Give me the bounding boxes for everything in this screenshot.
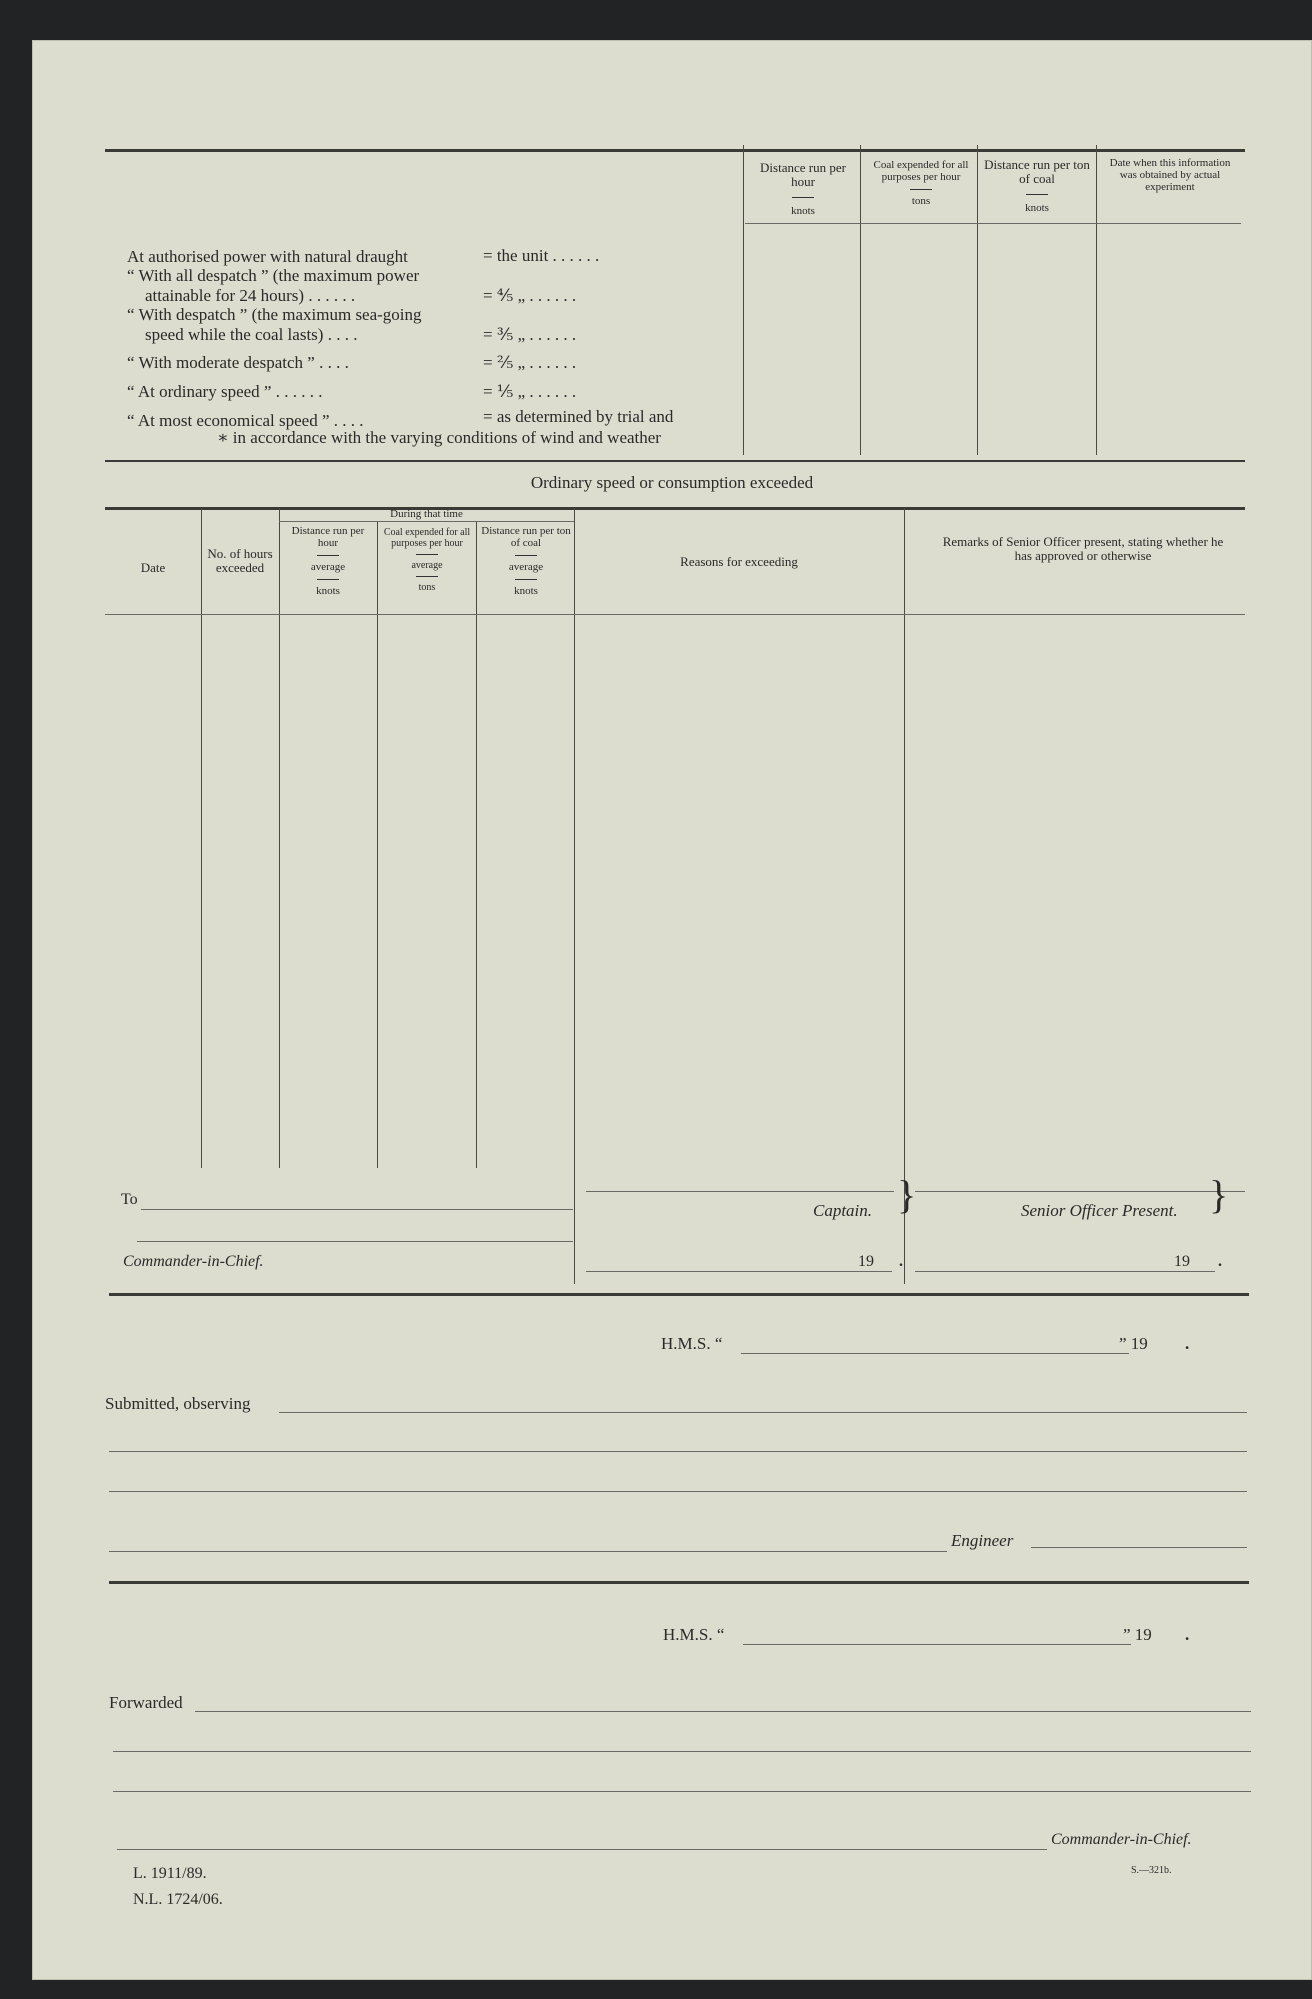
- col-divider: [279, 508, 280, 1168]
- row-natural-draught: At authorised power with natural draught: [127, 247, 408, 266]
- header-date-experiment: Date when this information was obtained by actual experiment: [1109, 157, 1231, 193]
- engineer-sign-line[interactable]: [109, 1551, 947, 1552]
- captain-year: 19: [858, 1253, 874, 1270]
- submitted-line-2[interactable]: [109, 1451, 1247, 1452]
- header-hours-exceeded: No. of hours exceeded: [207, 546, 273, 575]
- captain-line[interactable]: [586, 1191, 894, 1192]
- header-remarks: Remarks of Senior Officer present, stating whether he has approved or otherwise: [942, 534, 1224, 563]
- row-all-despatch-ratio: = ⅘ „ . . . . . .: [483, 286, 577, 305]
- captain-label: Captain.: [813, 1201, 873, 1220]
- col-divider: [743, 145, 744, 455]
- senior-dot: .: [1218, 1253, 1222, 1270]
- header-rule: [745, 223, 1241, 224]
- submitted-line-3[interactable]: [109, 1491, 1247, 1492]
- captain-brace: }: [897, 1172, 917, 1217]
- section-rule: [109, 1293, 1249, 1296]
- row-all-despatch: “ With all despatch ” (the maximum power: [127, 266, 420, 285]
- hms-suffix: ” 19: [1119, 1334, 1148, 1353]
- row-despatch-cont: speed while the coal lasts) . . . .: [145, 325, 358, 344]
- ref-l: L. 1911/89.: [133, 1865, 207, 1882]
- row-unit-ratio: = the unit . . . . . .: [483, 246, 600, 265]
- hms-dot: .: [1185, 1334, 1190, 1353]
- section-rule-2: [109, 1581, 1249, 1584]
- row-despatch: “ With despatch ” (the maximum sea-going: [127, 305, 422, 324]
- submitted-label: Submitted, observing: [105, 1394, 251, 1413]
- row-economical-trial: = as determined by trial and: [483, 407, 674, 426]
- hms2-dot: .: [1185, 1625, 1190, 1644]
- row-all-despatch-cont: attainable for 24 hours) . . . . . .: [145, 286, 356, 305]
- to-line-2[interactable]: [137, 1241, 573, 1242]
- col-divider: [977, 145, 978, 455]
- header-lower-distance-per-ton: Distance run per ton of coal average knots: [481, 525, 571, 597]
- hms-name-line[interactable]: [741, 1353, 1129, 1354]
- forwarded-line[interactable]: [195, 1711, 1251, 1712]
- header-during-that-time: During that time: [390, 508, 463, 520]
- forwarded-line-3[interactable]: [113, 1791, 1251, 1792]
- row-ordinary-ratio: = ⅕ „ . . . . . .: [483, 382, 577, 401]
- senior-label: Senior Officer Present.: [1021, 1201, 1178, 1220]
- captain-date-line[interactable]: [586, 1271, 892, 1272]
- to-label: To: [121, 1191, 138, 1208]
- form-page: [32, 40, 1312, 1980]
- engineer-label: Engineer: [951, 1531, 1014, 1550]
- col-divider: [201, 508, 202, 1168]
- header-lower-distance-per-hour: Distance run per hour average knots: [291, 525, 365, 597]
- commander-sign-line[interactable]: [117, 1849, 1047, 1850]
- hms2-prefix: H.M.S. “: [663, 1625, 725, 1644]
- header-distance-per-hour: Distance run per hour knots: [760, 160, 846, 217]
- col-divider: [1096, 145, 1097, 455]
- senior-date-line[interactable]: [915, 1271, 1215, 1272]
- header-reasons: Reasons for exceeding: [680, 554, 798, 569]
- col-divider: [860, 145, 861, 455]
- forwarded-line-2[interactable]: [113, 1751, 1251, 1752]
- submitted-line[interactable]: [279, 1412, 1247, 1413]
- hms-prefix: H.M.S. “: [661, 1334, 723, 1353]
- lower-table-top-rule: [105, 507, 1245, 510]
- hms2-name-line[interactable]: [743, 1644, 1131, 1645]
- forwarded-label: Forwarded: [109, 1693, 183, 1712]
- senior-year: 19: [1174, 1253, 1190, 1270]
- to-line[interactable]: [141, 1209, 573, 1210]
- row-economical-speed: “ At most economical speed ” . . . .: [127, 411, 364, 430]
- col-divider: [476, 521, 477, 1168]
- col-divider: [377, 521, 378, 1168]
- header-date: Date: [140, 560, 166, 575]
- top-table-bottom-rule: [105, 460, 1245, 462]
- ref-nl: N.L. 1724/06.: [133, 1891, 223, 1908]
- col-divider: [574, 508, 575, 1284]
- commander-label: Commander-in-Chief.: [123, 1253, 264, 1270]
- row-moderate-despatch: “ With moderate despatch ” . . . .: [127, 353, 349, 372]
- commander-final-label: Commander-in-Chief.: [1051, 1831, 1192, 1848]
- row-economical-weather: ∗ in accordance with the varying conditions of wind and weather: [217, 428, 661, 447]
- row-moderate-ratio: = ⅖ „ . . . . . .: [483, 353, 577, 372]
- top-rule: [105, 149, 1245, 152]
- lower-header-rule: [105, 614, 1245, 615]
- header-coal-per-hour: Coal expended for all purposes per hour tons: [873, 159, 969, 207]
- ref-s: S.—321b.: [1131, 1865, 1172, 1876]
- header-lower-coal-per-hour: Coal expended for all purposes per hour average tons: [383, 527, 471, 593]
- row-despatch-ratio: = ⅗ „ . . . . . .: [483, 325, 577, 344]
- row-ordinary-speed: “ At ordinary speed ” . . . . . .: [127, 382, 323, 401]
- during-rule: [279, 521, 574, 522]
- section-title: Ordinary speed or consumption exceeded: [530, 473, 814, 492]
- hms2-suffix: ” 19: [1123, 1625, 1152, 1644]
- engineer-name-line[interactable]: [1031, 1547, 1247, 1548]
- header-distance-per-ton: Distance run per ton of coal knots: [984, 157, 1090, 214]
- senior-brace: }: [1209, 1172, 1229, 1217]
- captain-dot: .: [899, 1253, 903, 1270]
- senior-line[interactable]: [915, 1191, 1245, 1192]
- col-divider: [904, 508, 905, 1284]
